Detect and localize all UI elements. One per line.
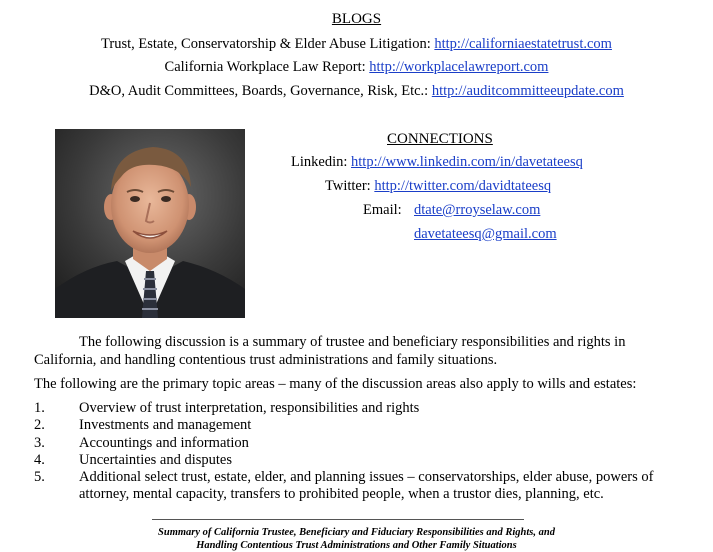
linkedin-link[interactable]: http://www.linkedin.com/in/davetateesq <box>351 154 583 170</box>
list-item <box>0 435 713 452</box>
list-item <box>0 417 713 434</box>
list-item <box>0 452 713 469</box>
list-text: Uncertainties and disputes <box>79 452 233 468</box>
list-number: 3. <box>34 435 45 451</box>
twitter-label: Twitter: <box>325 178 375 194</box>
list-text: Accountings and information <box>79 435 249 451</box>
linkedin-label: Linkedin: <box>291 154 352 170</box>
email-link-personal[interactable]: davetateesq@gmail.com <box>414 226 557 242</box>
profile-photo <box>55 129 245 318</box>
topics-intro: The following are the primary topic areas – many of the discussion areas also apply to wills and estates: <box>34 376 637 392</box>
blog-link-trust[interactable]: http://californiaestatetrust.com <box>434 36 612 52</box>
blog-line-workplace <box>0 59 713 76</box>
list-item <box>0 400 713 417</box>
list-number: 4. <box>34 452 45 468</box>
blog-label: Trust, Estate, Conservatorship & Elder Abuse Litigation: <box>101 36 435 52</box>
list-number: 2. <box>34 417 45 433</box>
footer-divider <box>152 519 524 520</box>
blog-line-audit <box>0 83 713 100</box>
list-item <box>0 469 713 503</box>
list-text: Investments and management <box>79 417 252 433</box>
linkedin-line <box>291 154 583 171</box>
blog-link-audit[interactable]: http://auditcommitteeupdate.com <box>431 83 624 99</box>
email-link-work[interactable]: dtate@rroyselaw.com <box>414 202 541 218</box>
intro-paragraph: The following discussion is a summary of trustee and beneficiary responsibilities and rights in California, and handling contentious trust administrations and family situations. <box>34 334 626 368</box>
email-label: Email: <box>363 202 402 218</box>
blog-label: D&O, Audit Committees, Boards, Governance, Risk, Etc.: <box>89 83 432 99</box>
blog-label: California Workplace Law Report: <box>164 59 370 75</box>
list-text: Additional select trust, estate, elder, and planning issues – conservatorships, elder abuse, powers of attorney, mental capacity, transfers to prohibited people, when a trustor dies, planning, etc. <box>79 469 654 502</box>
blog-line-trust <box>0 36 713 53</box>
list-number: 5. <box>34 469 45 485</box>
blogs-heading: BLOGS <box>331 11 382 27</box>
twitter-link[interactable]: http://twitter.com/davidtateesq <box>374 178 552 194</box>
footer-line-1: Summary of California Trustee, Beneficiary and Fiduciary Responsibilities and Rights, and <box>158 527 555 538</box>
twitter-line <box>325 178 551 195</box>
blog-link-workplace[interactable]: http://workplacelawreport.com <box>369 59 549 75</box>
list-number: 1. <box>34 400 45 416</box>
list-text: Overview of trust interpretation, responsibilities and rights <box>79 400 420 416</box>
footer-line-2: Handling Contentious Trust Administrations and Other Family Situations <box>196 540 517 551</box>
connections-heading: CONNECTIONS <box>387 131 493 147</box>
portrait-image <box>55 129 245 318</box>
